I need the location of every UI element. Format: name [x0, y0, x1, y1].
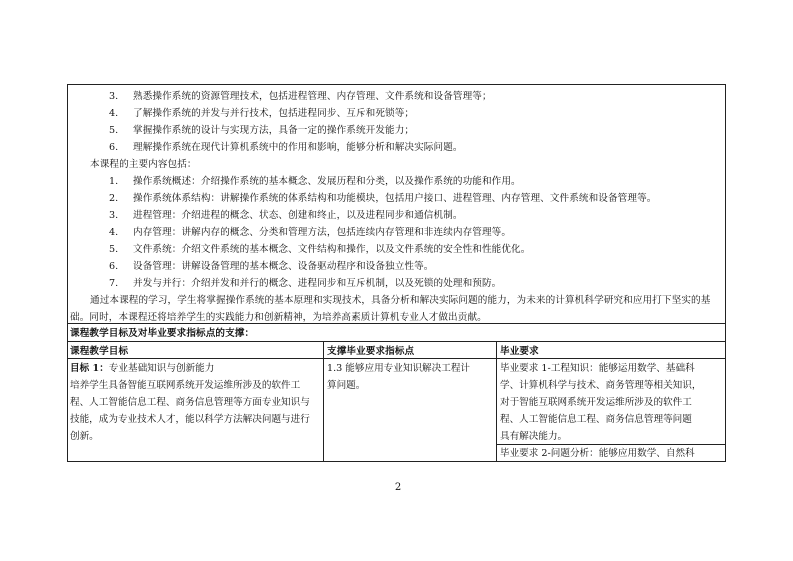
goal-cell	[70, 360, 310, 445]
objective-text: 掌握操作系统的设计与实现方法，具备一定的操作系统开发能力；	[133, 125, 415, 136]
objective-number: 5.	[109, 125, 119, 136]
objective-text: 理解操作系统在现代计算机系统中的作用和影响，能够分析和解决实际问题。	[133, 142, 463, 153]
content-text: 内存管理：讲解内存的概念、分类和管理方法，包括连续内存管理和非连续内存管理等。	[133, 227, 512, 238]
summary-line: 础。同时，本课程还将培养学生的实践能力和创新精神，为培养高素质计算机专业人才做出贡献。	[70, 312, 487, 323]
goal-line: 培养学生具备智能互联网系统开发运维所涉及的软件工	[70, 380, 301, 391]
content-number: 2.	[109, 193, 119, 204]
content-text: 文件系统：介绍文件系统的基本概念、文件结构和操作，以及文件系统的安全性和性能优化。	[133, 244, 531, 255]
content-number: 3.	[109, 210, 119, 221]
content-text: 设备管理：讲解设备管理的基本概念、设备驱动程序和设备独立性等。	[133, 261, 434, 272]
content-number: 5.	[109, 244, 119, 255]
table-rule	[67, 358, 726, 359]
requirement-line: 毕业要求 1-工程知识：能够运用数学、基础科	[500, 363, 695, 374]
goal-title: 专业基础知识与创新能力	[108, 363, 215, 374]
indicator-line: 算问题。	[327, 380, 366, 391]
table-rule	[67, 341, 726, 342]
objective-number: 3.	[109, 91, 119, 102]
column-header: 支撑毕业要求指标点	[327, 346, 415, 357]
requirement-line: 程、人工智能信息工程、商务信息管理等问题	[500, 414, 692, 425]
indicator-cell	[327, 360, 470, 394]
content-number: 7.	[109, 278, 119, 289]
goal-line: 创新。	[70, 431, 99, 442]
requirement-line: 具有解决能力。	[500, 431, 568, 442]
summary-line: 通过本课程的学习，学生将掌握操作系统的基本原理和实现技术，具备分析和解决实际问题的能力，为未来的计算机科学研究和应用打下坚实的基	[90, 295, 711, 306]
indicator-line: 1.3 能够应用专业知识解决工程计	[327, 363, 471, 374]
requirement-cell	[500, 445, 695, 462]
content-intro: 本课程的主要内容包括：	[90, 159, 197, 170]
objective-number: 6.	[109, 142, 119, 153]
goal-label: 目标 1：	[70, 363, 109, 374]
content-text: 操作系统体系结构：讲解操作系统的体系结构和功能模块，包括用户接口、进程管理、内存管理、文件系统和设备管理等。	[133, 193, 657, 204]
column-header: 毕业要求	[500, 346, 539, 357]
content-text: 并发与并行：介绍并发和并行的概念、进程同步和互斥机制，以及死锁的处理和预防。	[133, 278, 502, 289]
column-header: 课程教学目标	[70, 346, 129, 357]
objective-text: 熟悉操作系统的资源管理技术，包括进程管理、内存管理、文件系统和设备管理等；	[133, 91, 492, 102]
table-column-divider	[323, 341, 324, 462]
content-number: 1.	[109, 176, 119, 187]
goal-line: 技能，成为专业技术人才，能以科学方法解决问题与进行	[70, 414, 310, 425]
objective-number: 4.	[109, 108, 119, 119]
page-number: 2	[394, 482, 402, 493]
support-heading: 课程教学目标及对毕业要求指标点的支撑：	[70, 328, 255, 339]
content-text: 进程管理：介绍进程的概念、状态、创建和终止，以及进程同步和通信机制。	[133, 210, 463, 221]
requirement-line: 对于智能互联网系统开发运维所涉及的软件工	[500, 397, 692, 408]
table-rule	[67, 323, 726, 324]
table-column-divider	[496, 341, 497, 462]
objective-text: 了解操作系统的并发与并行技术，包括进程同步、互斥和死锁等；	[133, 108, 415, 119]
content-number: 6.	[109, 261, 119, 272]
requirement-line: 学、计算机科学与技术、商务管理等相关知识，	[500, 380, 702, 391]
content-text: 操作系统概述：介绍操作系统的基本概念、发展历程和分类，以及操作系统的功能和作用。	[133, 176, 521, 187]
content-number: 4.	[109, 227, 119, 238]
goal-line: 程、人工智能信息工程、商务信息管理等方面专业知识与	[70, 397, 310, 408]
requirement-cell	[500, 360, 701, 445]
requirement-line: 毕业要求 2-问题分析：能够应用数学、自然科	[500, 448, 695, 459]
